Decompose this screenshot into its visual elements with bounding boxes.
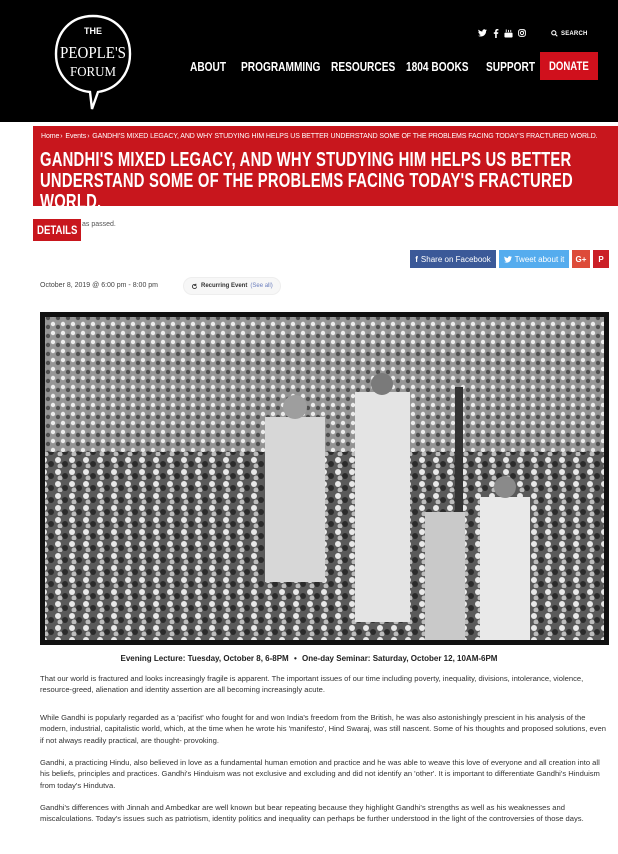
- instagram-icon[interactable]: [517, 29, 526, 40]
- breadcrumb-current: GANDHI'S MIXED LEGACY, AND WHY STUDYING HIM HELPS US BETTER UNDERSTAND SOME OF THE PROBLEMS FACING TODAY'S FRACTURED WORLD.: [92, 133, 598, 140]
- event-photo: [40, 312, 609, 645]
- pinterest-icon: P: [598, 254, 604, 264]
- event-schedule-caption: [0, 654, 618, 663]
- recurring-label: Recurring Event: [201, 283, 248, 289]
- search-label: SEARCH: [561, 30, 588, 37]
- peoples-forum-logo[interactable]: [52, 12, 134, 112]
- body-paragraph: That our world is fractured and looks increasingly fragile is apparent. The important issues of our time including poverty, inequality, divisions, intolerance, violence, resource-greed, alienation and identity assertion are all becoming increasingly acute.: [40, 674, 584, 695]
- page-title: GANDHI'S MIXED LEGACY, AND WHY STUDYING HIM HELPS US BETTER UNDERSTAND SOME OF THE PROBLEMS FACING TODAY'S FRACTURED WORLD.: [40, 149, 573, 213]
- see-all-link[interactable]: (See all): [250, 283, 273, 289]
- event-passed-notice: as passed.: [82, 221, 116, 228]
- twitter-icon[interactable]: [478, 29, 487, 40]
- share-facebook-button[interactable]: [410, 250, 496, 268]
- twitter-icon: [504, 256, 512, 263]
- nav-resources[interactable]: RESOURCES: [331, 59, 396, 74]
- share-gplus-button[interactable]: [572, 250, 590, 268]
- logo-bottom-text: FORUM: [70, 65, 117, 80]
- share-twitter-label: Tweet about it: [514, 254, 565, 264]
- logo-top-text: THE: [84, 26, 102, 36]
- caption-evening-lecture: Evening Lecture: Tuesday, October 8, 6-8PM: [120, 654, 289, 663]
- search-link[interactable]: [551, 30, 588, 37]
- donate-button[interactable]: [540, 52, 598, 80]
- facebook-icon: f: [415, 254, 418, 264]
- event-date: October 8, 2019 @ 6:00 pm - 8:00 pm: [40, 282, 159, 289]
- share-pinterest-button[interactable]: [593, 250, 609, 268]
- share-twitter-button[interactable]: [499, 250, 569, 268]
- body-paragraph: Gandhi, a practicing Hindu, also believed in love as a fundamental human emotion and practice and he was able to weave this love of everyone and all creation into all his beliefs, principles and practices. Gandhi's Hinduism was not exclusive and excluding and did not identify an 'other'. It is important to differentiate Gandhi's Hinduism from today's Hindutva.: [40, 758, 600, 790]
- share-facebook-label: Share on Facebook: [420, 254, 491, 264]
- nav-support[interactable]: SUPPORT: [486, 59, 536, 74]
- breadcrumb-home[interactable]: Home: [41, 133, 60, 140]
- nav-1804-books[interactable]: 1804 BOOKS: [406, 59, 469, 74]
- historical-crowd-photo: [40, 312, 609, 645]
- breadcrumb: Home› Events› GANDHI'S MIXED LEGACY, AND WHY STUDYING HIM HELPS US BETTER UNDERSTAND SOME OF THE PROBLEMS FACING TODAY'S FRACTURED WORLD.: [41, 133, 598, 140]
- recurring-icon: [191, 283, 198, 290]
- site-header: [0, 0, 618, 122]
- details-tag: [33, 219, 81, 241]
- youtube-icon[interactable]: [504, 29, 513, 40]
- details-label: DETAILS: [36, 223, 78, 237]
- gplus-icon: G+: [575, 254, 587, 264]
- body-paragraph: While Gandhi is popularly regarded as a 'pacifist' who fought for and won India's freedom from the British, he was also astonishingly prescient in his analysis of the modern, industrial, capitalistic world, which, at the time when he wrote his 'manifesto', Hind Swaraj, was still nascent. Some of his thoughts and proposed solutions, even if not always readily practical, are thought- provoking.: [40, 713, 606, 745]
- recurring-event-badge: [183, 277, 281, 295]
- donate-label: DONATE: [549, 59, 589, 73]
- event-banner: [33, 126, 618, 213]
- caption-bullet: •: [293, 654, 297, 663]
- body-paragraph: Gandhi's differences with Jinnah and Ambedkar are well known but bear repeating because they highlight Gandhi's strengths as well as his weaknesses and miscalculations. Today's issues such as patriotism, identity politics and inequality can perhaps be further understood in the light of the controversies of those days.: [40, 803, 584, 824]
- social-links: [478, 29, 526, 40]
- logo-main-text: PEOPLE'S: [60, 43, 126, 62]
- search-icon: [551, 30, 558, 37]
- nav-about[interactable]: ABOUT: [190, 59, 227, 74]
- breadcrumb-events[interactable]: Events: [65, 133, 87, 140]
- caption-seminar: One-day Seminar: Saturday, October 12, 10AM-6PM: [302, 654, 498, 663]
- nav-programming[interactable]: PROGRAMMING: [241, 59, 321, 74]
- facebook-icon[interactable]: [491, 29, 500, 40]
